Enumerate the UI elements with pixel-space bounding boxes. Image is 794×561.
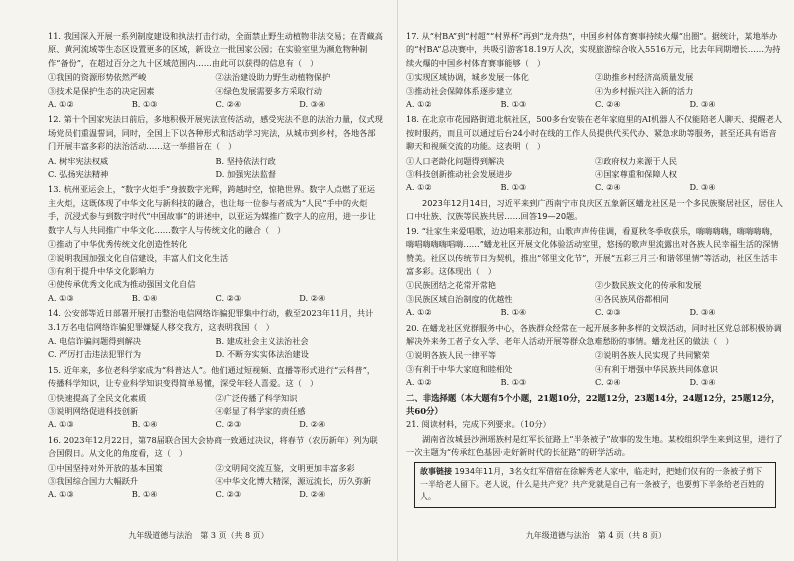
choice: A. ①② bbox=[406, 182, 432, 193]
question-choices bbox=[406, 306, 784, 319]
option: ④绿色发展需要多方采取行动 bbox=[215, 85, 322, 96]
choice: C. ②③ bbox=[215, 489, 242, 500]
question-options bbox=[406, 349, 784, 376]
option: ④使传承优秀文化成为推动强国文化自信 bbox=[48, 279, 196, 290]
choice: A. ①② bbox=[406, 377, 432, 388]
option: ①快速提高了全民文化素质 bbox=[48, 392, 147, 403]
question-choices bbox=[48, 98, 383, 111]
option: ①民族团结之花常开常艳 bbox=[406, 280, 497, 291]
choice: C. ②④ bbox=[215, 99, 242, 110]
choice: D. ②④ bbox=[299, 489, 326, 500]
choice: A. ①② bbox=[406, 307, 432, 318]
option: ③有利于中华大家庭和睦相处 bbox=[406, 363, 513, 374]
option: ②少数民族文化的传承和发展 bbox=[595, 280, 702, 291]
option: ④国家尊重和保障人权 bbox=[595, 169, 677, 180]
choice: C. ②④ bbox=[595, 99, 621, 110]
shared-material: 2023年12月14日，习近平来到广西南宁市良庆区五象新区蟠龙社区是一个多民族聚居社区，居住人口中壮族、汉族等民族共居……回答19—20题。 bbox=[406, 197, 783, 222]
question-15 bbox=[48, 364, 383, 432]
question-choices bbox=[406, 181, 784, 194]
question-options bbox=[48, 238, 383, 292]
question-options bbox=[48, 462, 383, 489]
option: ②广泛传播了科学知识 bbox=[215, 392, 298, 403]
option: D. 加强宪法监督 bbox=[215, 169, 277, 180]
page-footer: 九年级道德与法治 第 4 页（共 8 页） bbox=[525, 531, 667, 540]
choice: A. ①② bbox=[48, 99, 74, 110]
page-footer: 九年级道德与法治 第 3 页（共 8 页） bbox=[128, 531, 269, 540]
choice: A. ①③ bbox=[48, 292, 74, 303]
section-heading: 二、非选择题（本大题有5个小题，21题10分，22题12分，23题14分，24题12分，25题12分，共60分） bbox=[406, 392, 780, 416]
option: ④彰显了科学家的责任感 bbox=[215, 405, 306, 416]
question-choices bbox=[406, 376, 784, 389]
question-stem: 17. 从“村BA”到“村超”“村界杯”再到“龙舟热”，中国乡村体育赛事持续火爆“出圈”。据统计，某地举办的“村BA”总决赛中，共吸引游客18.19万人次，实现旅游综合收入5516万元，比去年同期增长……为持续火爆的中国乡村体育赛事能够（ ） bbox=[406, 31, 781, 68]
option: B. 建成社会主义法治社会 bbox=[215, 335, 309, 346]
choice: D. ③④ bbox=[689, 307, 716, 318]
question-stem: 12. 第十个国家宪法日前后，多地积极开展宪法宣传活动，感受宪法不息的法治力量，仪式现场党员们重温誓词，同时，全国上下以各种形式和活动学习宪法，从城市到乡村，各地各部门开展丰富多彩的法治活动……这一举措旨在（ ） bbox=[48, 114, 383, 152]
case-material: 湖南省汝城县沙洲瑶族村是红军长征路上“半条被子”故事的发生地。某校组织学生来到这里，进行了一次主题为“传承红色基因·走好新时代的长征路”的研学活动。 bbox=[406, 433, 783, 457]
choice: D. ③④ bbox=[689, 377, 716, 388]
question-13 bbox=[48, 183, 383, 305]
question-options bbox=[48, 71, 383, 98]
option: ①我国的资源形势依然严峻 bbox=[48, 72, 147, 83]
question-choices bbox=[48, 488, 383, 501]
question-stem: 14. 公安部等近日部署开展打击整治电信网络诈骗犯罪集中行动，截至2023年11月，共计3.1万名电信网络诈骗犯罪嫌疑人移交我方，这表明我国（ ） bbox=[48, 308, 374, 332]
choice: B. ①④ bbox=[131, 292, 158, 303]
choice: D. ②④ bbox=[299, 419, 326, 430]
question-stem: 11. 我国深入开展一系列制度建设和执法打击行动，全面禁止野生动植物非法交易；在青藏高原、黄河流域等生态区设置更多的区域，新设立一批国家公园；在实验室里为濒危物种制作“备份”，在超过百分之九十区域范围内……由此可以获得的信息有（ ） bbox=[48, 31, 383, 68]
choice: C. ②④ bbox=[595, 377, 621, 388]
question-11 bbox=[48, 30, 383, 111]
choice: A. ①③ bbox=[48, 489, 74, 500]
choice: D. ③④ bbox=[299, 99, 326, 110]
question-12 bbox=[48, 113, 383, 181]
question-17 bbox=[406, 30, 784, 111]
choice: D. ③④ bbox=[689, 182, 716, 193]
choice: B. ①③ bbox=[500, 99, 527, 110]
option: ③有利于提升中华文化影响力 bbox=[48, 265, 155, 276]
question-choices bbox=[406, 98, 784, 111]
exam-page-4 bbox=[397, 0, 794, 561]
option: ④有利于增强中华民族共同体意识 bbox=[595, 363, 718, 374]
option: ④中华文化博大精深，源远流长，历久弥新 bbox=[215, 476, 372, 486]
option: A. 树牢宪法权威 bbox=[48, 155, 109, 166]
option: ①中国坚持对外开放的基本国策 bbox=[48, 462, 163, 473]
choice: B. ①③ bbox=[500, 182, 527, 193]
choice: B. ①④ bbox=[131, 419, 158, 430]
question-20 bbox=[406, 322, 784, 390]
question-options bbox=[48, 155, 383, 182]
choice: C. ②③ bbox=[215, 419, 242, 430]
question-stem: 16. 2023年12月22日，第78届联合国大会协商一致通过决议，将春节（农历新年）列为联合国假日。从文化的角度看，这（ ） bbox=[48, 434, 378, 459]
choice: C. ②③ bbox=[215, 292, 242, 303]
option: ③推动社会保障体系逐步建立 bbox=[406, 85, 513, 96]
option: C. 弘扬宪法精神 bbox=[48, 169, 109, 180]
choice: B. ①③ bbox=[131, 99, 158, 110]
choice: A. ①② bbox=[406, 99, 432, 110]
question-options bbox=[48, 335, 383, 362]
option: ②说明我国加强文化自信建设，丰富人们文化生活 bbox=[48, 252, 229, 263]
choice: D. ②④ bbox=[299, 292, 326, 303]
question-options bbox=[48, 392, 383, 419]
story-link-text: 1934年11月，3名女红军借宿在徐解秀老人家中，临走时，把她们仅有的一条被子剪下一半给老人留下。老人说，什么是共产党？共产党就是自己有一条被子，也要剪下半条给老百姓的人。 bbox=[420, 467, 764, 502]
question-stem: 13. 杭州亚运会上，“数字火炬手”身披数字光辉，跨越时空，惊艳世界。数字人点燃了亚运主火炬，这既体现了中华文化与新科技的融合，也让每一位参与者成为“人民”手中的火炬手，沉浸式参与到数字时代“中国故事”的讲述中，以亚运为媒推广数字人的应用，进一步让数字人与人共同推广中华文化……数字人与传统文化的融合（ ） bbox=[48, 184, 376, 235]
choice: D. ③④ bbox=[689, 99, 716, 110]
question-16 bbox=[48, 434, 383, 502]
option: ③说明网络促进科技创新 bbox=[48, 405, 139, 416]
question-stem: 15. 近年来，多位老科学家成为“科普达人”。他们通过短视频、直播等形式进行“云科普”，传播科学知识，让专业科学知识变得简单易懂，深受年轻人喜爱。这（ ） bbox=[48, 364, 376, 389]
question-options bbox=[406, 155, 784, 182]
option: ④各民族风俗都相同 bbox=[595, 293, 669, 304]
choice: B. ①④ bbox=[500, 307, 527, 318]
story-link-box bbox=[414, 462, 776, 508]
option: B. 坚持依法行政 bbox=[215, 155, 276, 166]
option: ①实现区域协调，城乡发展一体化 bbox=[406, 72, 529, 83]
option: ③科技创新推动社会发展进步 bbox=[406, 169, 513, 180]
option: ①人口老龄化问题得到解决 bbox=[406, 155, 505, 166]
choice: C. ②③ bbox=[595, 307, 621, 318]
option: ①说明各族人民一律平等 bbox=[406, 350, 497, 361]
question-choices bbox=[48, 292, 383, 305]
question-14 bbox=[48, 307, 383, 362]
question-options bbox=[406, 71, 784, 98]
choice: A. ①③ bbox=[48, 419, 74, 430]
option: ①推动了中华优秀传统文化创造性转化 bbox=[48, 239, 188, 250]
option: ②法治建设助力野生动植物保护 bbox=[215, 72, 331, 83]
question-stem: 19. “壮家生来爱唱歌，边边唱来那边和，山歌声声传佳调，看夏秋冬季收获乐，嗨嗨嗨嗨，嗨嗨嗨嗨，嗨唱嗨嗨嗨唱嗨……”蟠龙社区开展文化体验活动室里，悠扬的歌声里流露出对各族人民幸福生活的深情赞美。社区以传统节日为契机，推出“邻里文化节”，开展“五彩三月三·和谐邻里情”等活动，社区生活丰富多彩。这体现出（ ） bbox=[406, 225, 779, 276]
option: ②文明间交流互鉴，文明更加丰富多彩 bbox=[215, 462, 355, 473]
option: ④为乡村振兴注入新的活力 bbox=[595, 85, 694, 96]
option: ②说明各族人民实现了共同繁荣 bbox=[595, 350, 710, 361]
question-stem: 18. 在北京市花园路街道北航社区，500多台安装在老年家庭里的AI机器人不仅能陪老人聊天、提醒老人按时服药，而且可以通过后台24小时在线的工作人员提供代买代办、紧急求助等服务，甚至还具有语音聊天和视频交流的功能。这表明（ ） bbox=[406, 114, 783, 152]
option: C. 严厉打击违法犯罪行为 bbox=[48, 349, 142, 360]
question-options bbox=[406, 279, 784, 306]
question-stem: 20. 在蟠龙社区党群服务中心，各族群众经常在一起开展多种多样的文娱活动，同时社区党总部积极协调解决外来务工者子女入学、老年人活动开展等群众急难愁盼的事情。蟠龙社区的做法（ ） bbox=[406, 322, 782, 346]
choice: C. ②④ bbox=[595, 182, 621, 193]
option: ③民族区域自治制度的优越性 bbox=[406, 293, 513, 304]
option: ②助推乡村经济高质量发展 bbox=[595, 72, 694, 83]
question-18 bbox=[406, 113, 784, 194]
story-link-title: 故事链接 bbox=[420, 467, 452, 477]
option: A. 电信诈骗问题得到解决 bbox=[48, 335, 141, 346]
choice: B. ①④ bbox=[131, 489, 158, 500]
option: D. 不断夯实实体法治建设 bbox=[215, 349, 309, 360]
question-21-stem: 21. 阅读材料，完成下列要求。（10分） bbox=[406, 419, 551, 430]
option: ②政府权力来源于人民 bbox=[595, 155, 677, 166]
question-19 bbox=[406, 225, 784, 320]
question-choices bbox=[48, 418, 383, 431]
option: ③技术是保护生态的决定因素 bbox=[48, 85, 155, 96]
choice: B. ①③ bbox=[500, 377, 527, 388]
option: ③我国综合国力大幅跃升 bbox=[48, 476, 139, 486]
